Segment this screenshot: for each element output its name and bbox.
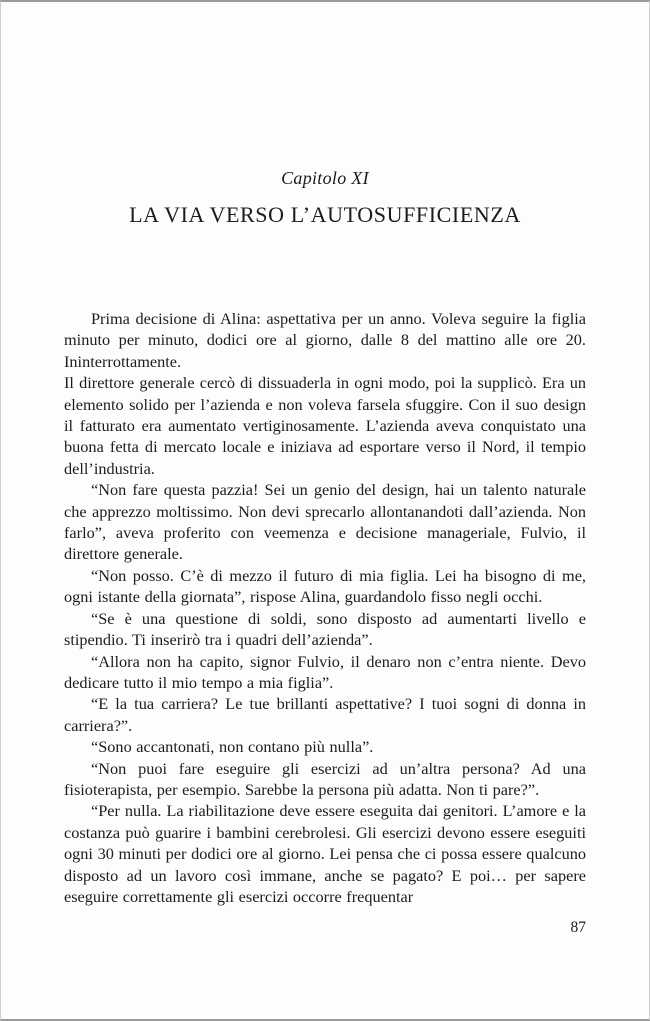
paragraph: “Non posso. C’è di mezzo il futuro di mia figlia. Lei ha bisogno di me, ogni istante della giornata”, rispose Alina, guardandolo fisso negli occhi. xyxy=(64,565,586,607)
paragraph: “Se è una questione di soldi, sono disposto ad aumentarti livello e stipendio. Ti inserirò tra i quadri dell’azienda”. xyxy=(64,608,586,650)
paragraph: Prima decisione di Alina: aspettativa per un anno. Voleva seguire la figlia minuto per minuto, dodici ore al giorno, dalle 8 del mattino alle ore 20. Ininterrottamente. xyxy=(64,309,586,371)
paragraph: “Non puoi fare eseguire gli esercizi ad un’altra persona? Ad una fisioterapista, per esempio. Sarebbe la persona più adatta. Non ti pare?”. xyxy=(64,758,586,799)
chapter-label: Capitolo XI xyxy=(281,168,369,188)
paragraph: “Non fare questa pazzia! Sei un genio del design, hai un talento naturale che apprezzo moltissimo. Non devi sprecarlo allontanandoti dall’azienda. Non farlo”, aveva proferito con veemenza e decisione manageriale, Fulvio, il direttore generale. xyxy=(64,480,586,564)
page-number: 87 xyxy=(570,919,586,937)
paragraph: Il direttore generale cercò di dissuaderla in ogni modo, poi la supplicò. Era un elemento solido per l’azienda e non voleva farsela sfuggire. Con il suo design il fatturato era aumentato vertiginosamente. L’azienda aveva conquistato una buona fetta di mercato locale e iniziava ad esportare verso il Nord, il tempio dell’industria. xyxy=(64,373,586,478)
paragraph: “Per nulla. La riabilitazione deve essere eseguita dai genitori. L’amore e la costanza può guarire i bambini cerebrolesi. Gli esercizi devono essere eseguiti ogni 30 minuti per dodici ore al giorno. Lei pensa che ci possa essere qualcuno disposto ad un lavoro così immane, anche se pagato? E poi… per sapere eseguire correttamente gli esercizi occorre frequentar xyxy=(64,801,586,906)
paragraph: “Sono accantonati, non contano più nulla”. xyxy=(91,737,374,757)
text-block xyxy=(64,168,586,937)
body-text xyxy=(64,308,586,907)
paragraph: “Allora non ha capito, signor Fulvio, il denaro non c’entra niente. Devo dedicare tutto il mio tempo a mia figlia”. xyxy=(64,651,586,692)
chapter-title: LA VIA VERSO L’AUTOSUFFICIENZA xyxy=(129,202,521,227)
paragraph: “E la tua carriera? Le tue brillanti aspettative? I tuoi sogni di donna in carriera?”. xyxy=(64,694,586,735)
